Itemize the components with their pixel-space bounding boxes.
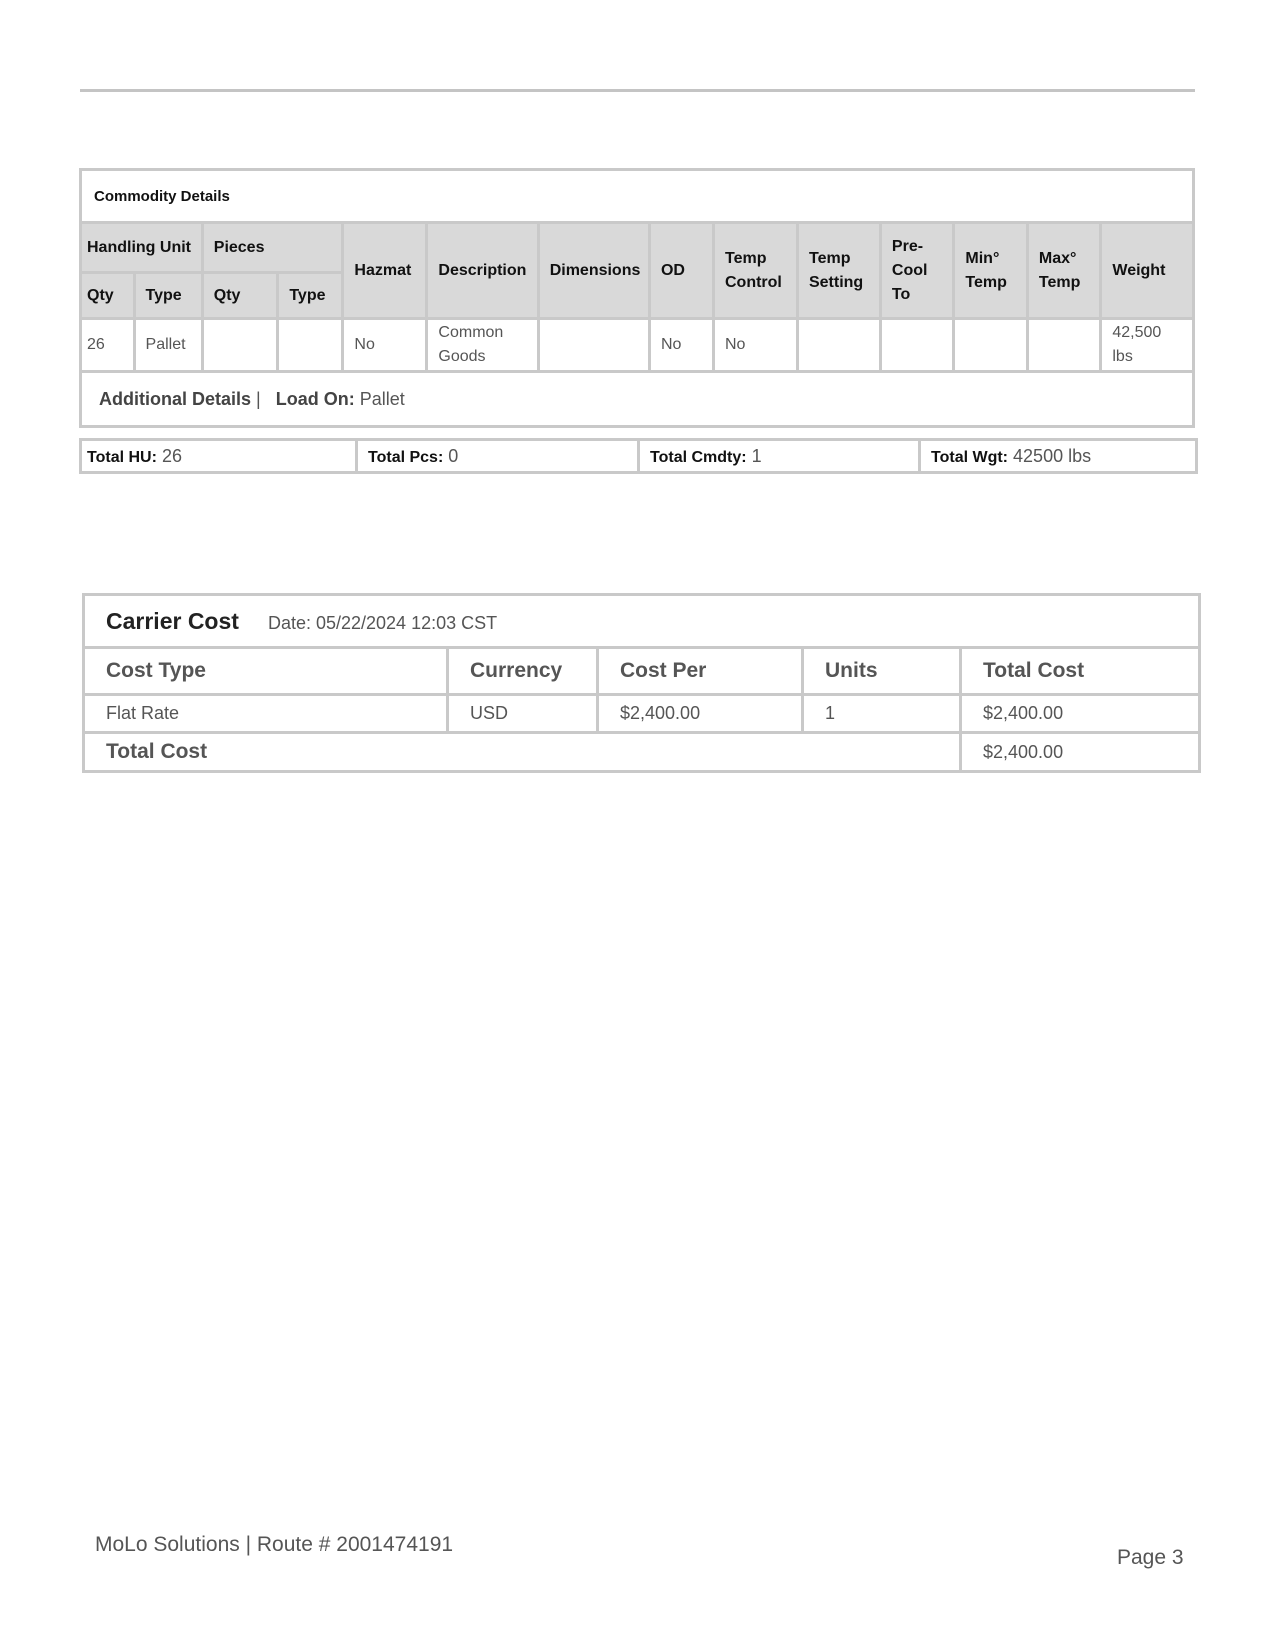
cell-weight-line1: 42,500 [1112, 324, 1162, 341]
col-cost-type: Cost Type [84, 648, 448, 695]
header-hu-qty: Qty [81, 273, 135, 319]
total-cost-value: $2,400.00 [961, 733, 1200, 772]
cell-max-temp [1027, 319, 1100, 372]
carrier-cost-header [84, 595, 1200, 648]
total-wgt-label: Total Wgt: [931, 448, 1009, 466]
header-temp-setting-line2: Setting [808, 273, 864, 291]
header-pieces: Pieces [202, 223, 343, 273]
header-max-temp [1027, 223, 1100, 319]
header-min-temp [954, 223, 1027, 319]
cell-pcs-type [278, 319, 343, 372]
total-hu-label: Total HU: [87, 448, 157, 466]
header-temp-setting-line1: Temp [808, 249, 851, 267]
total-cmdty [639, 440, 920, 473]
header-od: OD [649, 223, 713, 319]
cell-pcs-qty [202, 319, 278, 372]
header-min-temp-line1: Min° [965, 249, 1000, 267]
cell-temp-control: No [714, 319, 798, 372]
cell-dimensions [538, 319, 649, 372]
additional-details [81, 372, 1194, 427]
load-on-value: Pallet [359, 388, 405, 409]
cell-units: 1 [803, 695, 961, 733]
header-weight: Weight [1101, 223, 1194, 319]
cell-cost-per: $2,400.00 [598, 695, 803, 733]
commodity-details-title: Commodity Details [81, 170, 1194, 223]
header-hu-type: Type [134, 273, 202, 319]
header-temp-control [714, 223, 798, 319]
total-cmdty-value: 1 [751, 445, 762, 466]
header-pcs-type: Type [278, 273, 343, 319]
total-cost-row [84, 733, 1200, 772]
total-wgt-value: 42500 lbs [1013, 445, 1092, 466]
cell-min-temp [954, 319, 1027, 372]
header-handling-unit: Handling Unit [81, 223, 203, 273]
carrier-cost-table [82, 593, 1201, 773]
footer-route: MoLo Solutions | Route # 2001474191 [95, 1533, 454, 1556]
cell-weight-line2: lbs [1112, 348, 1133, 365]
cell-total: $2,400.00 [961, 695, 1200, 733]
cell-currency: USD [448, 695, 598, 733]
total-hu [81, 440, 357, 473]
header-precool-to [880, 223, 953, 319]
load-on-label: Load On: [275, 388, 355, 409]
commodity-totals-row [79, 438, 1198, 474]
col-currency: Currency [448, 648, 598, 695]
cell-description [427, 319, 538, 372]
header-hazmat: Hazmat [343, 223, 427, 319]
total-cost-label: Total Cost [84, 733, 961, 772]
cell-weight [1101, 319, 1194, 372]
carrier-cost-date: Date: 05/22/2024 12:03 CST [267, 612, 498, 633]
top-rule [80, 89, 1195, 92]
total-wgt [920, 440, 1197, 473]
header-max-temp-line2: Temp [1038, 273, 1081, 291]
header-temp-setting [797, 223, 880, 319]
cell-description-line2: Goods [438, 348, 486, 365]
cell-hu-type: Pallet [134, 319, 202, 372]
carrier-cost-title: Carrier Cost [106, 607, 239, 634]
total-hu-value: 26 [161, 445, 182, 466]
col-total-cost: Total Cost [961, 648, 1200, 695]
cell-precool [880, 319, 953, 372]
header-description: Description [427, 223, 538, 319]
total-cmdty-label: Total Cmdty: [650, 448, 747, 466]
commodity-row [81, 319, 1194, 372]
commodity-details-table [79, 168, 1195, 428]
cell-cost-type: Flat Rate [84, 695, 448, 733]
table-row [84, 695, 1200, 733]
cell-description-line1: Common [438, 324, 504, 341]
header-precool-line2: Cool [891, 261, 928, 279]
header-max-temp-line1: Max° [1038, 249, 1077, 267]
header-precool-line1: Pre- [891, 237, 924, 255]
cell-hazmat: No [343, 319, 427, 372]
total-pcs-value: 0 [448, 445, 459, 466]
total-pcs-label: Total Pcs: [368, 448, 444, 466]
header-dimensions: Dimensions [538, 223, 649, 319]
header-min-temp-line2: Temp [965, 273, 1007, 291]
header-pcs-qty: Qty [202, 273, 278, 319]
header-precool-line3: To [891, 285, 911, 303]
header-temp-control-line1: Temp [725, 249, 767, 267]
total-pcs [357, 440, 639, 473]
header-temp-control-line2: Control [725, 273, 782, 291]
additional-details-label: Additional Details [99, 388, 252, 409]
col-units: Units [803, 648, 961, 695]
cell-hu-qty: 26 [81, 319, 135, 372]
col-cost-per: Cost Per [598, 648, 803, 695]
cell-temp-setting [797, 319, 880, 372]
cell-od: No [649, 319, 713, 372]
additional-details-separator: | [256, 388, 261, 409]
footer-page-number: Page 3 [1117, 1546, 1184, 1569]
